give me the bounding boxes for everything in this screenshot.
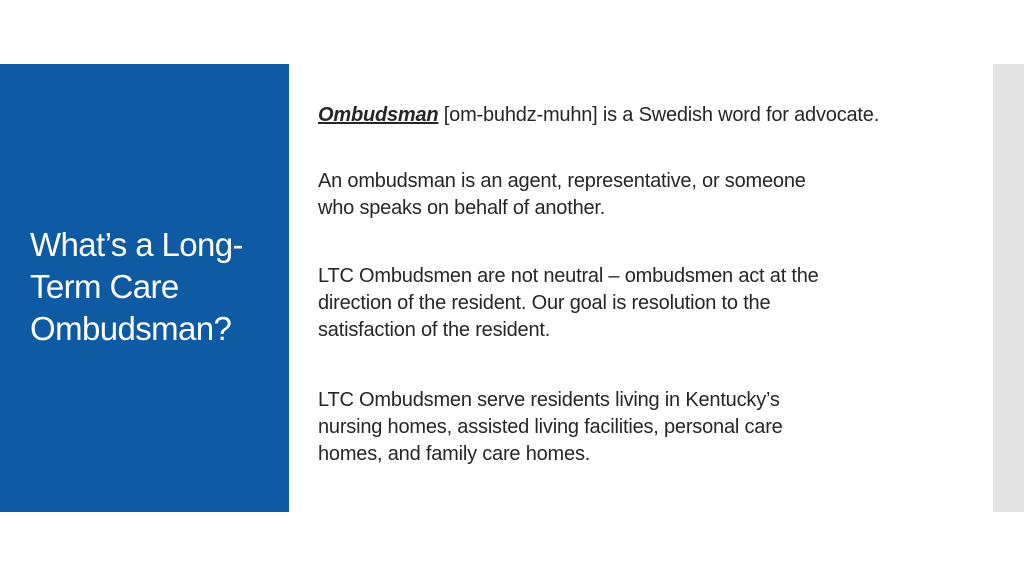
paragraph-line: An ombudsman is an agent, representative, or someone bbox=[318, 170, 806, 192]
definition-paragraph bbox=[318, 102, 958, 129]
paragraph-line: direction of the resident. Our goal is resolution to the bbox=[318, 292, 771, 314]
paragraph-line: LTC Ombudsmen serve residents living in Kentucky’s bbox=[318, 389, 780, 411]
definition-text: [om-buhdz-muhn] is a Swedish word for advocate. bbox=[438, 104, 880, 126]
right-accent-strip bbox=[993, 64, 1024, 512]
who-we-serve-paragraph bbox=[318, 387, 958, 468]
paragraph-line: homes, and family care homes. bbox=[318, 443, 591, 465]
not-neutral-paragraph bbox=[318, 263, 958, 344]
paragraph-line: LTC Ombudsmen are not neutral – ombudsmen act at the bbox=[318, 265, 819, 287]
paragraph-line: nursing homes, assisted living facilities, personal care bbox=[318, 416, 783, 438]
paragraph-line: who speaks on behalf of another. bbox=[318, 197, 606, 219]
paragraph-line: satisfaction of the resident. bbox=[318, 319, 551, 341]
slide-title: What’s a Long-Term Care Ombudsman? bbox=[30, 226, 243, 347]
ombudsman-meaning-paragraph bbox=[318, 168, 958, 222]
definition-term: Ombudsman bbox=[318, 104, 439, 126]
